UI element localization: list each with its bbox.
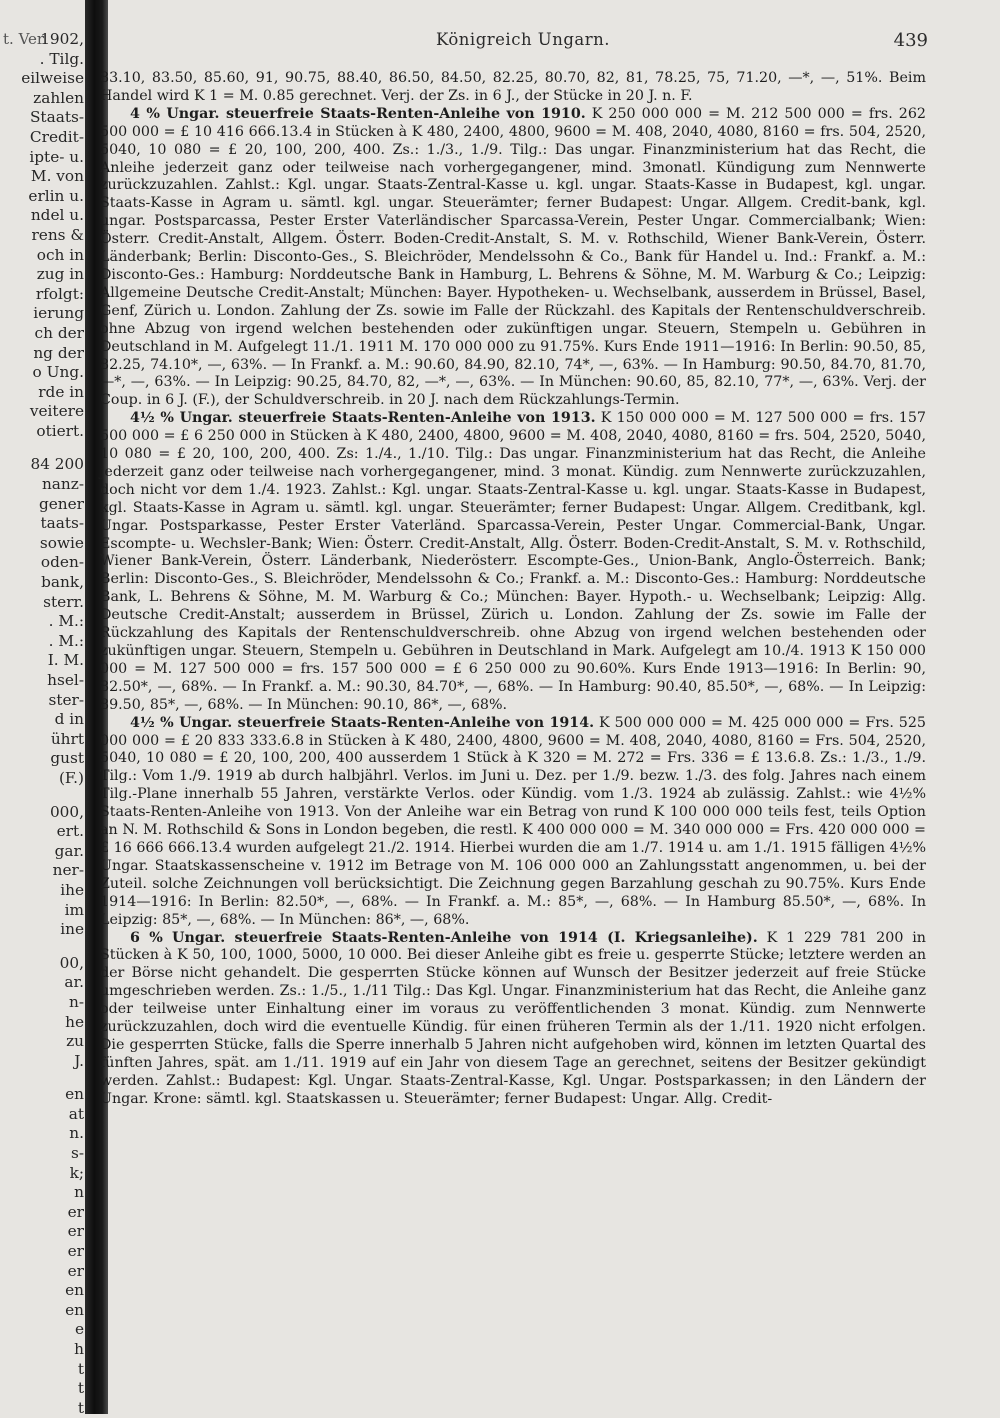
prev-column-line [0, 1071, 84, 1085]
prev-column-line: zug in [36, 265, 84, 284]
prev-column-line: t [77, 1359, 84, 1378]
prev-column-line: (F.) [58, 768, 84, 787]
prev-column-line: er [67, 1222, 84, 1241]
prev-column-line: 000, [49, 802, 84, 821]
prev-column-line: J. [74, 1051, 84, 1070]
prev-column-line: ster- [48, 690, 84, 709]
prev-column-line: . Tilg. [39, 49, 84, 68]
prev-column-line: taats- [40, 514, 84, 533]
prev-column-line: er [67, 1242, 84, 1261]
continuation-paragraph: 83.10, 83.50, 85.60, 91, 90.75, 88.40, 86.50, 84.50, 82.25, 80.70, 82, 81, 78.25, 75, 71.20, —*, —, 51%. Beim Handel wird K 1 = M. 0.85 gerechnet. Verj. der Zs. in 6 J., der Stücke in 20 J. n. F. [100, 70, 926, 104]
prev-column-line: ierung [33, 304, 84, 323]
prev-column-line: t [77, 1398, 84, 1417]
prev-column-line: . M.: [48, 631, 84, 650]
prev-column-line: sowie [39, 533, 84, 552]
prev-column-line: gener [38, 494, 84, 513]
prev-column-line: h [74, 1340, 84, 1358]
prev-column-line: k; [69, 1163, 84, 1182]
prev-column-line: erlin u. [28, 186, 84, 205]
prev-column-line: ar. [64, 973, 84, 992]
header-left-fragment: t. Ver [3, 30, 45, 48]
entry-body: K 250 000 000 = M. 212 500 000 = frs. 262 500 000 = £ 10 416 666.13.4 in Stücken à K 480, 2400, 4800, 9600 = M. 408, 2040, 4080, 8160 = frs. 504, 2520, 5040, 10 080 = £ 20, 100, 200, 400. Zs.: 1./3., 1./9. Tilg.: Das ungar. Finanzministerium hat das Recht, die Anleihe jederzeit ganz oder teilweise nach vorhergegangener, mind. 3monatl. Kündigung zum Nennwerte zurückzuzahlen. Zahlst.: Kgl. ungar. Staats-Zentral-Kasse u. kgl. ungar. Staats-Kasse in Budapest, kgl. ungar. Staats-Kasse in Agram u. sämtl. kgl. ungar. Steuerämter; ferner Budapest: Ungar. Allgem. Credit-bank, kgl. ungar. Postsparcassa, Pester Erster Vaterländischer Sparcassa-Verein, Pester Ungar. Commercialbank; Wien: Österr. Credit-Anstalt, Allgem. Österr. Boden-Credit-Anstalt, S. M. v. Rothschild, Wiener Bank-Verein, Österr. Länderbank; Berlin: Disconto-Ges., S. Bleichröder, Mendelssohn & Co., Bank für Handel u. Ind.: Frankf. a. M.: Disconto-Ges.: Hamburg: Norddeutsche Bank in Hamburg, L. Behrens & Söhne, M. M. Warburg & Co.; Leipzig: Allgemeine Deutsche Credit-Anstalt; München: Bayer. Hypotheken- u. Wechselbank, ausserdem in Brüssel, Basel, Genf, Zürich u. London. Zahlung der Zs. sowie im Falle der Rückzahl. des Kapitals der Rentenschuldverschreib. ohne Abzug von irgend welchen bestehenden oder zukünftigen ungar. Steuern, Stempeln u. Gebühren in Deutschland in M. Aufgelegt 11./1. 1911 M. 170 000 000 zu 91.75%. Kurs Ende 1911—1916: In Berlin: 90.50, 85, 82.25, 74.10*, —, 63%. — In Frankf. a. M.: 90.60, 84.90, 82.10, 74*, —, 63%. — In Hamburg: 90.50, 84.70, 81.70, —*, —, 63%. — In Leipzig: 90.25, 84.70, 82, —*, —, 63%. — In München: 90.60, 85, 82.10, 77*, —, 63%. Verj. der Coup. in 6 J. (F.), der Schuldverschreib. in 20 J. nach dem Rückzahlungs-Termin. [100, 105, 926, 409]
prev-column-line: im [64, 900, 84, 919]
prev-column-line: veitere [29, 402, 84, 421]
prev-column-line: en [65, 1300, 84, 1319]
prev-column-line: n [74, 1183, 84, 1202]
prev-column-line: zahlen [33, 88, 84, 107]
prev-column-line: s- [70, 1144, 84, 1163]
prev-column-line: rens & [31, 225, 84, 244]
prev-column-line: otiert. [36, 421, 84, 440]
prev-column-line: nanz- [41, 475, 84, 494]
entry-1914 [100, 715, 926, 930]
prev-column-line: ner- [52, 861, 84, 880]
prev-column-line [0, 789, 84, 803]
prev-column-line: n- [68, 992, 84, 1011]
prev-column-line: en [65, 1085, 84, 1104]
prev-column-line: en [65, 1281, 84, 1300]
prev-column-line: rde in [38, 382, 84, 401]
prev-column-line: o Ung. [32, 363, 84, 382]
prev-column-line: gar. [54, 841, 84, 860]
prev-column-line: oden- [40, 553, 84, 572]
prev-column-line: ipte- u. [29, 147, 84, 166]
prev-column-line: ihe [60, 880, 84, 899]
prev-column-line: ng der [33, 343, 84, 362]
prev-column-line: Staats- [29, 108, 84, 127]
prev-column-line: rfolgt: [35, 284, 84, 303]
prev-column-line: he [65, 1012, 84, 1031]
entry-heading: 6 % Ungar. steuerfreie Staats-Renten-Anleihe von 1914 (I. Kriegsanleihe). [130, 929, 758, 946]
previous-page-column [0, 30, 84, 1418]
prev-column-line [0, 441, 84, 455]
prev-column-line: 84 200 [30, 455, 84, 474]
prev-column-line: gust [50, 749, 84, 768]
main-text-column [100, 70, 926, 1109]
prev-column-line: at [68, 1104, 84, 1123]
prev-column-line: . M.: [48, 612, 84, 631]
prev-column-line: M. von [30, 167, 84, 186]
entry-heading: 4 % Ungar. steuerfreie Staats-Renten-Anleihe von 1910. [130, 105, 586, 122]
page-number: 439 [893, 30, 928, 51]
prev-column-line: ndel u. [30, 206, 84, 225]
prev-column-line: e [74, 1320, 84, 1339]
entry-body: K 1 229 781 200 in Stücken à K 50, 100, 1000, 5000, 10 000. Bei dieser Anleihe gibt es freie u. gesperrte Stücke; letztere werden an der Börse nicht gehandelt. Die gesperrten Stücke können auf Wunsch der Besitzer jederzeit auf freie Stücke umgeschrieben werden. Zs.: 1./5., 1./11 Tilg.: Das Kgl. Ungar. Finanzministerium hat das Recht, die Anleihe ganz oder teilweise unter Einhaltung einer im voraus zu veröffentlichenden 3 monat. Kündig. zum Nennwerte zurückzuzahlen, doch wird die eventuelle Kündig. für einen früheren Termin als der 1./11. 1920 nicht erfolgen. Die gesperrten Stücke, falls die Sperre innerhalb 5 Jahren nicht aufgehoben wird, können im letzten Quartal des fünften Jahres, spät. am 1./11. 1919 auf ein Jahr von diesem Tage an gerechnet, seitens der Besitzer gekündigt werden. Zahlst.: Budapest: Kgl. Ungar. Staats-Zentral-Kasse, Kgl. Ungar. Postsparkassen; in den Ländern der Ungar. Krone: sämtl. kgl. Staatskassen u. Steuerämter; ferner Budapest: Ungar. Allg. Credit- [100, 929, 926, 1107]
prev-column-line: er [67, 1261, 84, 1280]
entry-body: K 500 000 000 = M. 425 000 000 = Frs. 525 000 000 = £ 20 833 333.6.8 in Stücken à K 480, 2400, 4800, 9600 = M. 408, 2040, 4080, 8160 = Frs. 504, 2520, 5040, 10 080 = £ 20, 100, 200, 400 ausserdem 1 Stück à K 320 = M. 272 = Frs. 336 = £ 13.6.8. Zs.: 1./3., 1./9. Tilg.: Vom 1./9. 1919 ab durch halbjährl. Verlos. im Juni u. Dez. per 1./9. bezw. 1./3. des folg. Jahres nach einem Tilg.-Plane innerhalb 55 Jahren, verstärkte Verlos. oder Kündig. vom 1./3. 1924 ab zulässig. Zahlst.: wie 4½% Staats-Renten-Anleihe von 1913. Von der Anleihe war ein Betrag von rund K 100 000 000 teils fest, teils Option an N. M. Rothschild & Sons in London begeben, die restl. K 400 000 000 = M. 340 000 000 = Frs. 420 000 000 = £ 16 666 666.13.4 wurden aufgelegt 21./2. 1914. Hierbei wurden die am 1./7. 1914 u. am 1./1. 1915 fälligen 4½% Ungar. Staatskassenscheine v. 1912 im Betrage von M. 106 000 000 an Zahlungsstatt angenommen, u. bei der Zuteil. solche Zeichnungen voll berücksichtigt. Die Zeichnung gegen Barzahlung geschah zu 90.75%. Kurs Ende 1914—1916: In Berlin: 82.50*, —, 68%. — In Frankf. a. M.: 85*, —, 68%. — In Hamburg 85.50*, —, 68%. In Leipzig: 85*, —, 68%. — In München: 86*, —, 68%. [100, 714, 927, 928]
entry-heading: 4½ % Ungar. steuerfreie Staats-Renten-Anleihe von 1914. [130, 714, 595, 731]
prev-column-line: Credit- [29, 127, 84, 146]
prev-column-line: bank, [41, 573, 84, 592]
prev-column-line [0, 940, 84, 954]
entry-1913 [100, 410, 926, 714]
prev-column-line: sterr. [43, 592, 84, 611]
entry-heading: 4½ % Ungar. steuerfreie Staats-Renten-Anleihe von 1913. [130, 410, 596, 427]
prev-column-line: 00, [59, 953, 84, 972]
prev-column-line: ührt [50, 729, 84, 748]
prev-column-line: ert. [56, 822, 84, 841]
entry-body: K 150 000 000 = M. 127 500 000 = frs. 157 500 000 = £ 6 250 000 in Stücken à K 480, 2400, 4800, 9600 = M. 408, 2040, 4080, 8160 = frs. 504, 2520, 5040, 10 080 = £ 20, 100, 200, 400. Zs: 1./4., 1./10. Tilg.: Das ungar. Finanzministerium hat das Recht, die Anleihe jederzeit ganz oder teilweise nach vorhergegangener, mind. 3 monat. Kündig. zum Nennwerte zurückzuzahlen, doch nicht vor dem 1./4. 1923. Zahlst.: Kgl. ungar. Staats-Zentral-Kasse u. kgl. ungar. Staats-Kasse in Budapest, kgl. Staats-Kasse in Agram u. sämtl. kgl. ungar. Steuerämter; ferner Budapest: Ungar. Allgem. Creditbank, kgl. Ungar. Postsparkasse, Pester Erster Vaterländ. Sparcassa-Verein, Pester Ungar. Commercial-Bank, Ungar. Escompte- u. Wechsler-Bank; Wien: Österr. Credit-Anstalt, Allg. Österr. Boden-Credit-Anstalt, S. M. v. Rothschild, Wiener Bank-Verein, Österr. Länderbank, Niederösterr. Escompte-Ges., Union-Bank, Anglo-Österreich. Bank; Berlin: Disconto-Ges., S. Bleichröder, Mendelssohn & Co.; Frankf. a. M.: Disconto-Ges.: Hamburg: Norddeutsche Bank, L. Behrens & Söhne, M. M. Warburg & Co.; München: Bayer. Hypoth.- u. Wechselbank; Leipzig: Allg. Deutsche Credit-Anstalt; ausserdem in Brüssel, Zürich u. London. Zahlung der Zs. sowie im Falle der Rückzahlung des Kapitals der Rentenschuldverschreib. ohne Abzug von irgend welchen bestehenden oder zukünftigen ungar. Steuern, Stempeln u. Gebühren in Deutschland in Mark. Aufgelegt am 10./4. 1913 K 150 000 000 = M. 127 500 000 = frs. 157 500 000 = £ 6 250 000 zu 90.60%. Kurs Ende 1913—1916: In Berlin: 90, 82.50*, —, 68%. — In Frankf. a. M.: 90.30, 84.70*, —, 68%. — In Hamburg: 90.40, 85.50*, —, 68%. — In Leipzig: 89.50, 85*, —, 68%. — In München: 90.10, 86*, —, 68%. [100, 410, 926, 713]
prev-column-line: ine [60, 920, 84, 939]
prev-column-line: I. M. [47, 651, 84, 670]
prev-column-line: zu [66, 1032, 84, 1051]
entry-1914-war-loan [100, 930, 926, 1109]
prev-column-line: n. [69, 1124, 84, 1143]
prev-column-line: d in [54, 710, 84, 729]
prev-column-line: ch der [34, 323, 84, 342]
prev-column-line: eilweise [21, 69, 84, 88]
entry-1910 [100, 106, 926, 410]
prev-column-line: t [77, 1379, 84, 1398]
prev-column-line: 1902, [40, 30, 84, 48]
prev-column-line: hsel- [47, 671, 84, 689]
prev-column-line: och in [36, 245, 84, 264]
prev-column-line: er [67, 1202, 84, 1221]
page-title: Königreich Ungarn. [435, 30, 611, 49]
